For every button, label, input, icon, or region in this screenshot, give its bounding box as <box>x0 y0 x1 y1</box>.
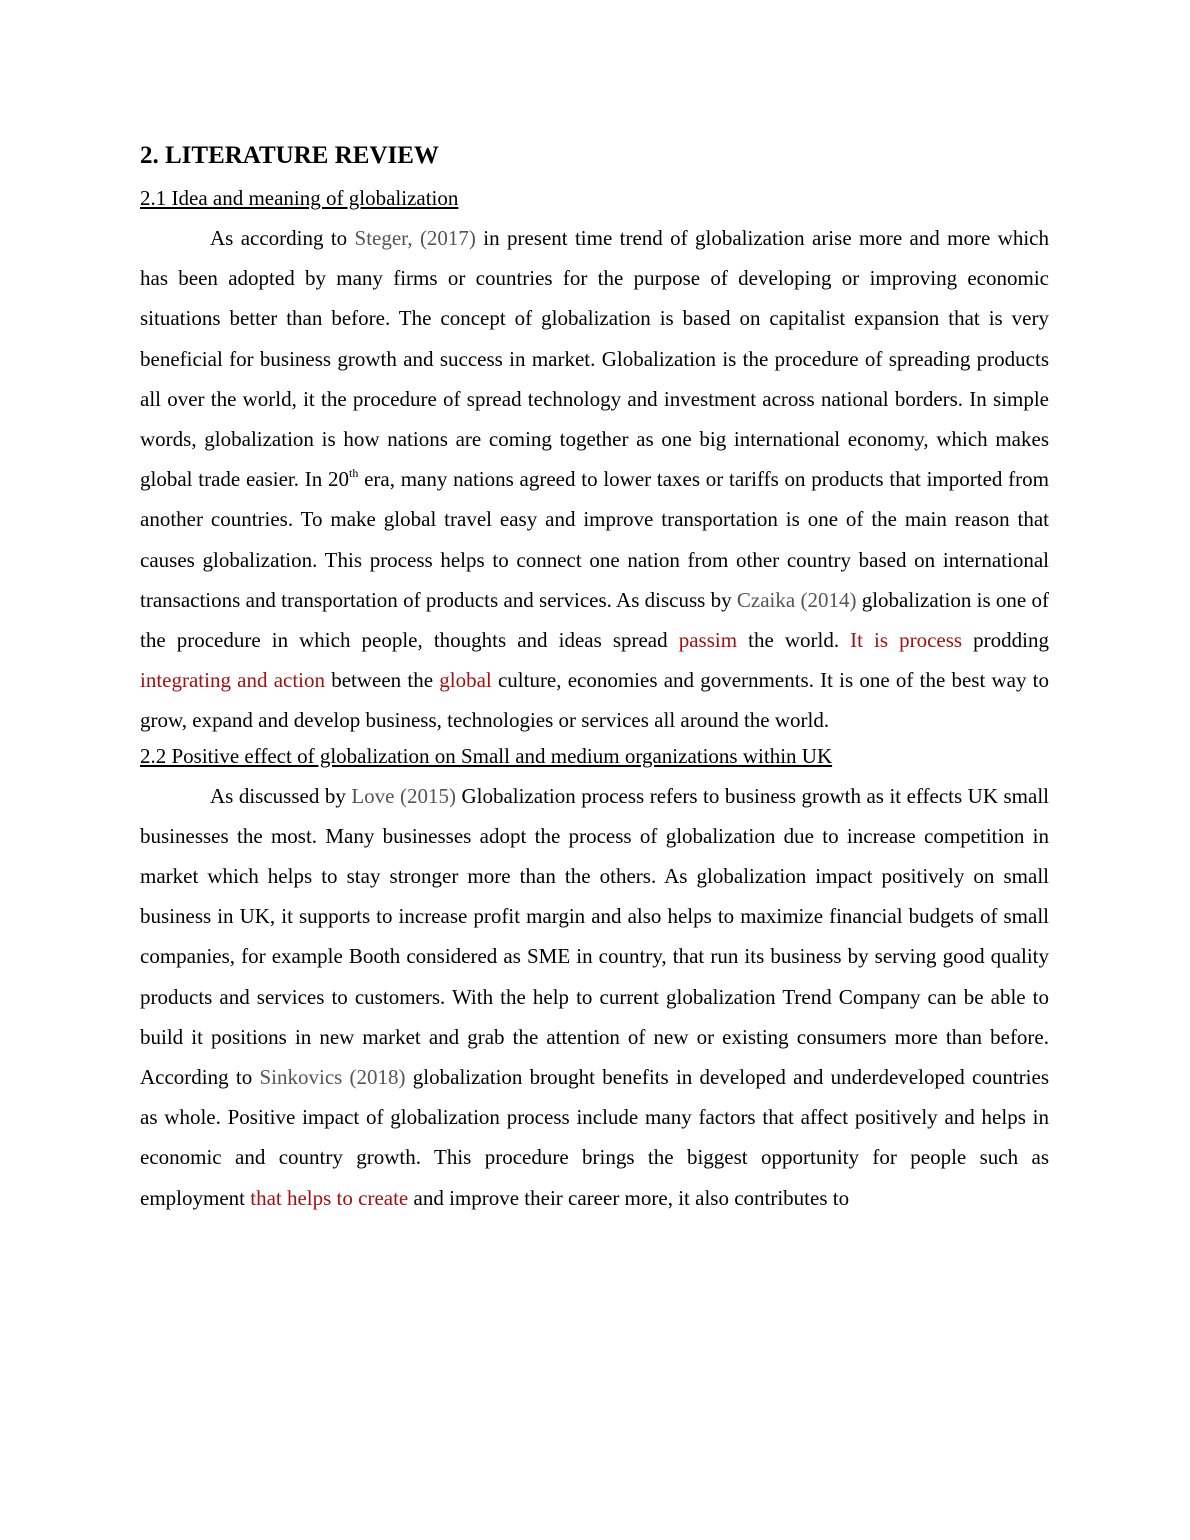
chapter-heading: 2. LITERATURE REVIEW <box>140 142 439 169</box>
highlighted-text: that helps to create <box>250 1185 409 1210</box>
superscript-th: th <box>349 466 359 481</box>
highlighted-text: It is process <box>850 628 963 653</box>
section-1-paragraph <box>140 218 1049 741</box>
text-run: between the <box>325 668 440 693</box>
section-1-title: 2.1 Idea and meaning of globalization <box>140 186 459 210</box>
text-run: globalization brought benefits in developed and underdeveloped countries as whole. Positive impact of globalization process include many factors that affect positively and helps in economic and country growth. This procedure brings the biggest opportunity for people such as employment <box>140 1065 1049 1210</box>
text-run: As according to <box>210 226 355 250</box>
text-run: the world. <box>737 628 851 653</box>
text-run: Globalization process refers to business growth as it effects UK small businesses the most. Many businesses adopt the process of globalization due to increase competition in market which helps to stay stronger more than the others. As globalization impact positively on small business in UK, it supports to increase profit margin and also helps to maximize financial budgets of small companies, for example Booth considered as SME in country, that run its business by serving good quality products and services to customers. With the help to current globalization Trend Company can be able to build it positions in new market and grab the attention of new or existing consumers more than before. According to <box>140 783 1050 1090</box>
text-run: and improve their career more, it also contributes to <box>408 1185 850 1210</box>
citation-steger: Steger, (2017) <box>354 226 476 250</box>
highlighted-text: passim <box>678 628 738 653</box>
section-2-paragraph <box>140 776 1049 1218</box>
text-run: in present time trend of globalization arise more and more which has been adopted by many firms or countries for the purpose of developing or improving economic situations better than before. The concept of globalization is based on capitalist expansion that is very beneficial for business growth and success in market. Globalization is the procedure of spreading products all over the world, it the procedure of spread technology and investment across national borders. In simple words, globalization is how nations are coming together as one big international economy, which makes global trade easier. In 20 <box>140 226 1049 492</box>
highlighted-text: global <box>439 668 492 693</box>
highlighted-text: integrating and action <box>140 668 326 693</box>
text-run: globalization is one of the procedure in which people, thoughts and ideas spread <box>140 587 1050 653</box>
citation-love: Love (2015) <box>351 783 456 808</box>
text-run: prodding <box>962 628 1050 653</box>
citation-czaika: Czaika (2014) <box>736 587 857 612</box>
text-run: era, many nations agreed to lower taxes or tariffs on products that imported from another countries. To make global travel easy and improve transportation is one of the main reason that causes globalization. This process helps to connect one nation from other country based on international transactions and transportation of products and services. As discuss by <box>140 467 1049 612</box>
text-run: culture, economies and governments. It is one of the best way to grow, expand and develop business, technologies or services all around the world. <box>140 668 1050 733</box>
citation-sinkovics: Sinkovics (2018) <box>259 1065 406 1090</box>
text-run: As discussed by <box>210 783 352 808</box>
section-2-title: 2.2 Positive effect of globalization on Small and medium organizations within UK <box>140 743 833 768</box>
document-page <box>140 138 1049 1219</box>
